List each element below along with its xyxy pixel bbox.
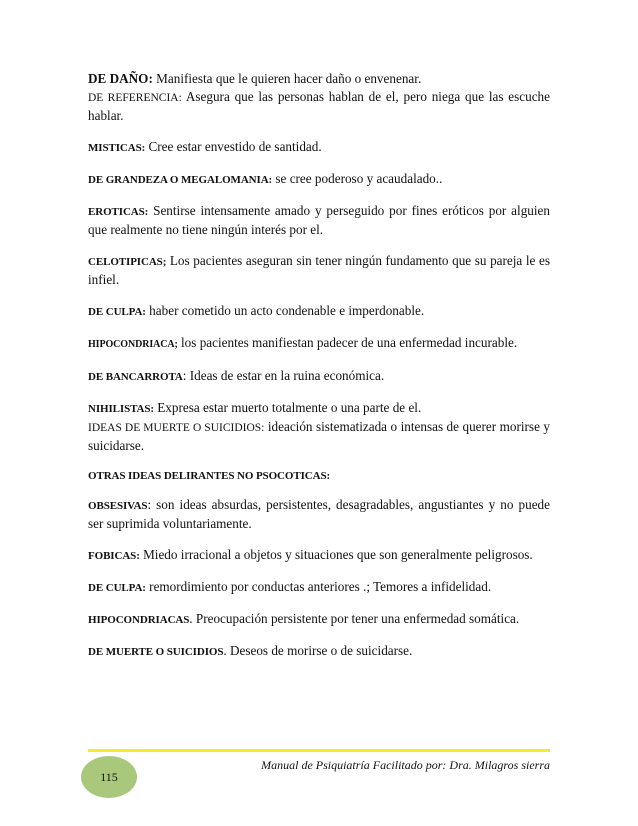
entry-text: Manifiesta que le quieren hacer daño o envenenar. bbox=[152, 71, 422, 86]
entry-text: . Preocupación persistente por tener una enfermedad somática. bbox=[189, 611, 520, 626]
entry-term: DE CULPA: bbox=[88, 306, 146, 318]
page-number: 115 bbox=[100, 769, 118, 784]
entry-term: HIPOCONDRIACA; bbox=[88, 339, 178, 350]
entry-term: IDEAS DE MUERTE O SUICIDIOS: bbox=[88, 422, 265, 434]
entry-celotipicas bbox=[88, 252, 550, 289]
footer-rule bbox=[88, 749, 550, 752]
entry-de-culpa bbox=[88, 302, 550, 321]
entry-obsesivas bbox=[88, 496, 550, 533]
entry-text: Miedo irracional a objetos y situaciones que son generalmente peligrosos. bbox=[139, 547, 533, 562]
entry-hipocondriacas bbox=[88, 610, 550, 629]
section-heading bbox=[88, 466, 550, 485]
entry-de-dano bbox=[88, 70, 550, 88]
entry-text: Asegura que las personas hablan de el, pero niega que las escuche hablar. bbox=[88, 89, 551, 123]
entry-term: CELOTIPICAS; bbox=[88, 256, 167, 268]
entry-term: DE GRANDEZA O MEGALOMANIA: bbox=[88, 174, 273, 186]
entry-term: MISTICAS: bbox=[88, 142, 146, 154]
entry-misticas bbox=[88, 138, 550, 157]
entry-text: : son ideas absurdas, persistentes, desagradables, angustiantes y no puede ser suprimida voluntariamente. bbox=[88, 497, 550, 531]
section-heading-text: OTRAS IDEAS DELIRANTES NO PSOCOTICAS: bbox=[88, 470, 331, 482]
entry-de-grandeza bbox=[88, 170, 550, 189]
entry-term: DE BANCARROTA bbox=[88, 371, 183, 383]
entry-nihilistas bbox=[88, 399, 550, 418]
entry-text: se cree poderoso y acaudalado.. bbox=[272, 171, 443, 186]
entry-text: Expresa estar muerto totalmente o una parte de el. bbox=[153, 400, 422, 415]
entry-text: los pacientes manifiestan padecer de una enfermedad incurable. bbox=[177, 335, 518, 350]
entry-text: : Ideas de estar en la ruina económica. bbox=[182, 368, 385, 383]
entry-de-culpa-2 bbox=[88, 578, 550, 597]
page-number-badge bbox=[81, 756, 137, 798]
entry-ideas-de-muerte bbox=[88, 418, 550, 455]
entry-fobicas bbox=[88, 546, 550, 565]
entry-text: Los pacientes aseguran sin tener ningún fundamento que su pareja le es infiel. bbox=[88, 253, 550, 287]
entry-term: EROTICAS: bbox=[88, 206, 149, 218]
entry-term: DE MUERTE O SUICIDIOS bbox=[88, 646, 224, 658]
entry-term: DE CULPA: bbox=[88, 582, 146, 594]
entry-term: DE REFERENCIA: bbox=[88, 92, 182, 104]
footer-caption: Manual de Psiquiatría Facilitado por: Dra. Milagros sierra bbox=[261, 758, 550, 772]
entry-de-muerte-o-suicidios bbox=[88, 642, 550, 661]
entry-de-referencia bbox=[88, 88, 550, 125]
entry-term: DE DAÑO: bbox=[88, 71, 153, 86]
entry-text: Sentirse intensamente amado y perseguido por fines eróticos por alguien que realmente no tiene ningún interés por el. bbox=[88, 203, 550, 237]
entry-eroticas bbox=[88, 202, 550, 239]
entry-text: Cree estar envestido de santidad. bbox=[145, 139, 322, 154]
entry-hipocondriaca bbox=[88, 334, 550, 354]
entry-term: OBSESIVAS bbox=[88, 500, 148, 512]
entry-text: ideación sistematizada o intensas de querer morirse y suicidarse. bbox=[88, 419, 550, 453]
entry-text: remordimiento por conductas anteriores .; Temores a infidelidad. bbox=[145, 579, 492, 594]
entry-term: NIHILISTAS: bbox=[88, 403, 154, 415]
entry-text: haber cometido un acto condenable e imperdonable. bbox=[145, 303, 425, 318]
entry-term: HIPOCONDRIACAS bbox=[88, 614, 190, 626]
entry-term: FOBICAS: bbox=[88, 550, 140, 562]
entry-de-bancarrota bbox=[88, 367, 550, 386]
entry-text: . Deseos de morirse o de suicidarse. bbox=[223, 643, 413, 658]
document-body bbox=[88, 70, 550, 661]
